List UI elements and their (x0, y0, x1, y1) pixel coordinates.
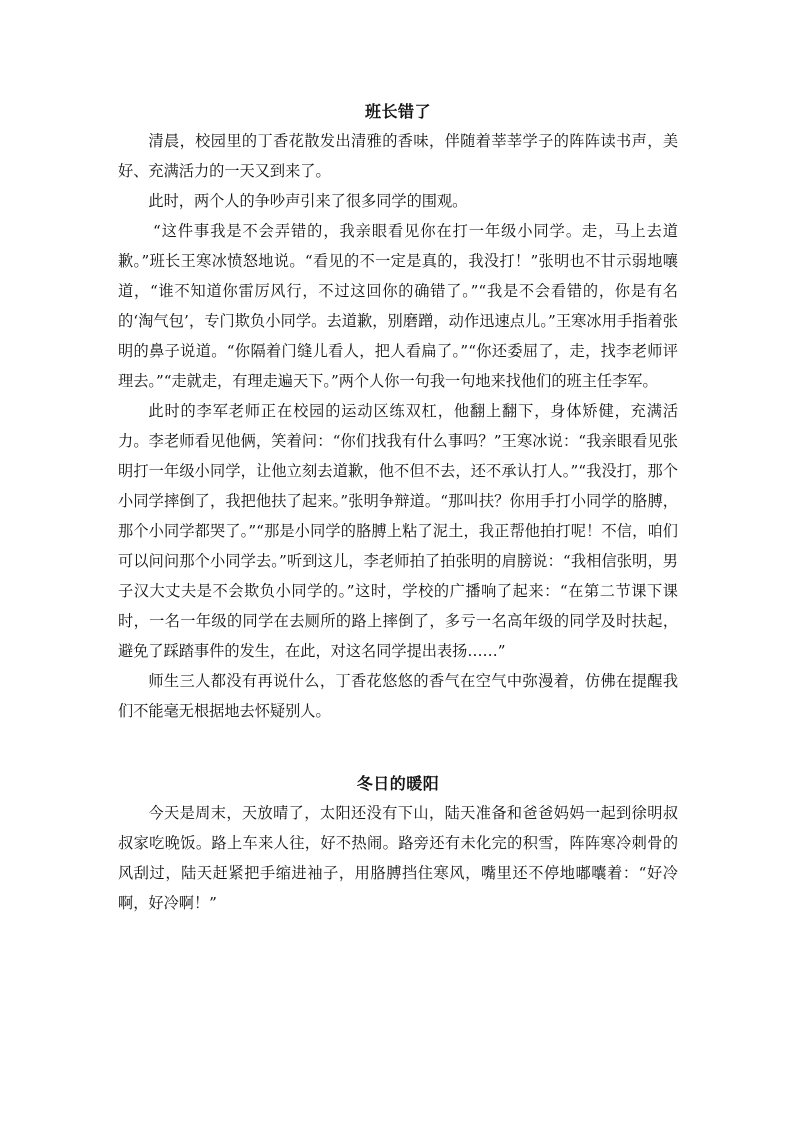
story-paragraph: 今天是周末，天放晴了，太阳还没有下山，陆天准备和爸爸妈妈一起到徐明叔叔家吃晚饭。路上车来人往，好不热闹。路旁还有未化完的积雪，阵阵寒冷刺骨的风刮过，陆天赶紧把手缩进袖子，用胳膊挡住寒风，嘴里还不停地嘟囔着：“好冷啊，好冷啊！” (118, 804, 678, 912)
story-paragraph: 师生三人都没有再说什么，丁香花悠悠的香气在空气中弥漫着，仿佛在提醒我们不能毫无根据地去怀疑别人。 (118, 672, 678, 720)
story-title: 冬日的暖阳 (356, 774, 440, 793)
story-title: 班长错了 (364, 102, 431, 121)
document-page (118, 98, 678, 918)
story-paragraph: “这件事我是不会弄错的，我亲眼看见你在打一年级小同学。走，马上去道歉。”班长王寒冰愤怒地说。“看见的不一定是真的，我没打！”张明也不甘示弱地嚷道，“谁不知道你雷厉风行，不过这回你的确错了。”“我是不会看错的，你是有名的‘淘气包’，专门欺负小同学。去道歉，别磨蹭，动作迅速点儿。”王寒冰用手指着张明的鼻子说道。“你隔着门缝儿看人，把人看扁了。”“你还委屈了，走，找李老师评理去。”“走就走，有理走遍天下。”两个人你一句我一句地来找他们的班主任李军。 (118, 222, 678, 390)
story-paragraph: 此时，两个人的争吵声引来了很多同学的围观。 (148, 192, 468, 210)
story-paragraph: 清晨，校园里的丁香花散发出清雅的香味，伴随着莘莘学子的阵阵读书声，美好、充满活力的一天又到来了。 (118, 132, 678, 180)
story-paragraph: 此时的李军老师正在校园的运动区练双杠，他翻上翻下，身体矫健，充满活力。李老师看见他俩，笑着问：“你们找我有什么事吗？”王寒冰说：“我亲眼看见张明打一年级小同学，让他立刻去道歉，他不但不去，还不承认打人。”“我没打，那个小同学摔倒了，我把他扶了起来。”张明争辩道。“那叫扶？你用手打小同学的胳膊，那个小同学都哭了。”“那是小同学的胳膊上粘了泥土，我正帮他拍打呢！不信，咱们可以问问那个小同学去。”听到这儿，李老师拍了拍张明的肩膀说：“我相信张明，男子汉大丈夫是不会欺负小同学的。”这时，学校的广播响了起来：“在第二节课下课时，一名一年级的同学在去厕所的路上摔倒了，多亏一名高年级的同学及时扶起，避免了踩踏事件的发生，在此，对这名同学提出表扬……” (118, 402, 678, 660)
